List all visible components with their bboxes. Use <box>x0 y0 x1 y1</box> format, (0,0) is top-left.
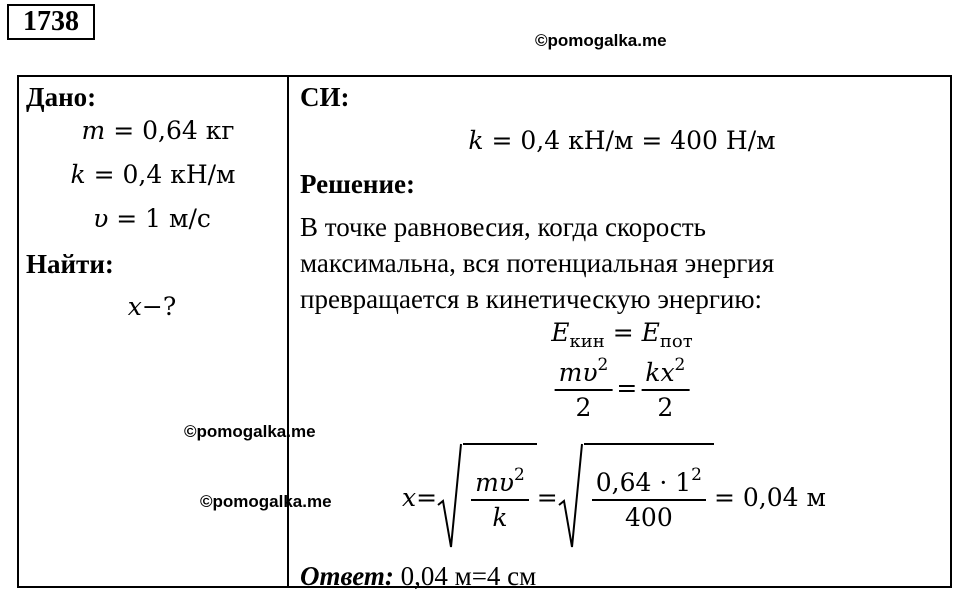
given-title: Дано: <box>26 82 97 112</box>
si-title: СИ: <box>300 82 350 112</box>
displacement-equation: x = $\frac{m\upsilon^2}{k}$ = $\frac{0,64 \cdot 1^2}{400}$ = 0,04 м <box>402 442 826 552</box>
given-stiffness: k = 0,4 кН/м <box>70 160 236 189</box>
answer: Ответ: 0,04 м=4 см <box>300 561 537 591</box>
kinetic-energy-fraction: $\frac{m\upsilon^2}{2}$ <box>555 358 613 422</box>
solution-text-line: превращается в кинетическую энергию: <box>300 284 763 314</box>
given-velocity: υ = 1 м/с <box>93 204 211 233</box>
si-conversion: k = 0,4 кН/м = 400 Н/м <box>468 126 776 155</box>
watermark: ©pomogalka.me <box>200 492 332 511</box>
find-unknown: x−? <box>127 292 177 321</box>
energy-equation: $E_{кин} = E_{пот}$ <box>551 318 693 352</box>
problem-number: 1738 <box>7 4 95 40</box>
solution-title: Решение: <box>300 169 415 199</box>
solution-text-line: В точке равновесия, когда скорость <box>300 212 706 242</box>
energy-fraction-equation: $\frac{m\upsilon^2}{2}$ = $\frac{kx^2}{2}$ <box>551 358 694 422</box>
potential-energy-fraction: $\frac{kx^2}{2}$ <box>641 358 689 422</box>
watermark: ©pomogalka.me <box>535 31 667 50</box>
given-mass: m = 0,64 кг <box>81 116 235 145</box>
sqrt-symbol-1: $\frac{m\upsilon^2}{k}$ <box>437 443 537 551</box>
sqrt-symbol-2: $\frac{0,64 \cdot 1^2}{400}$ <box>558 443 714 551</box>
find-title: Найти: <box>26 249 114 279</box>
watermark: ©pomogalka.me <box>184 422 316 441</box>
solution-text-line: максимальна, вся потенциальная энергия <box>300 248 775 278</box>
